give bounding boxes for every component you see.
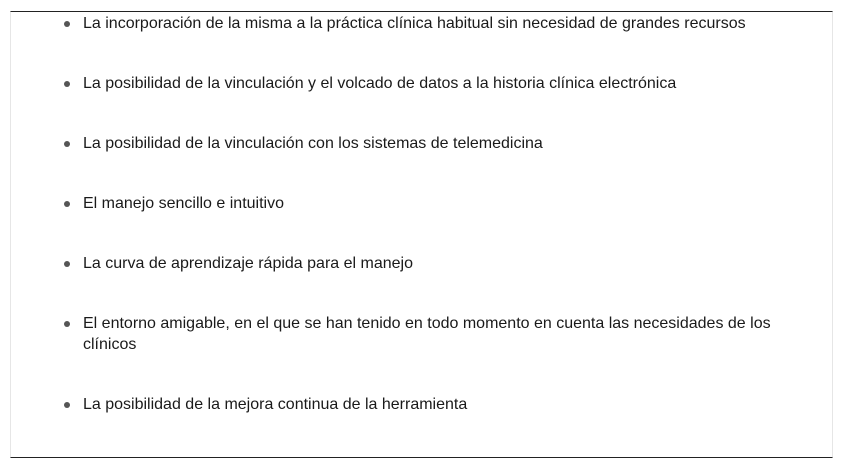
- bullet-icon: [64, 141, 70, 147]
- list-item: [62, 193, 782, 214]
- bullet-icon: [64, 201, 70, 207]
- list-item: [62, 13, 782, 34]
- list-item: [62, 73, 782, 94]
- bullet-icon: [64, 21, 70, 27]
- list-item: [62, 253, 782, 274]
- list-item-text: La posibilidad de la vinculación con los sistemas de telemedicina: [83, 135, 543, 152]
- list-item-text: La incorporación de la misma a la práctica clínica habitual sin necesidad de grandes recursos: [83, 15, 746, 32]
- bullet-icon: [64, 261, 70, 267]
- list-item: [62, 133, 782, 154]
- list-item-text: El entorno amigable, en el que se han tenido en todo momento en cuenta las necesidades de los clínicos: [83, 315, 771, 353]
- bullet-icon: [64, 321, 70, 327]
- list-item: [62, 313, 782, 355]
- list-item-text: La posibilidad de la mejora continua de la herramienta: [83, 396, 468, 413]
- bullet-icon: [64, 402, 70, 408]
- list-item-text: El manejo sencillo e intuitivo: [83, 195, 284, 212]
- list-item: [62, 394, 782, 415]
- feature-list: [62, 13, 782, 454]
- bullet-icon: [64, 81, 70, 87]
- list-item-text: La posibilidad de la vinculación y el volcado de datos a la historia clínica electrónica: [83, 75, 677, 92]
- list-item-text: La curva de aprendizaje rápida para el manejo: [83, 255, 413, 272]
